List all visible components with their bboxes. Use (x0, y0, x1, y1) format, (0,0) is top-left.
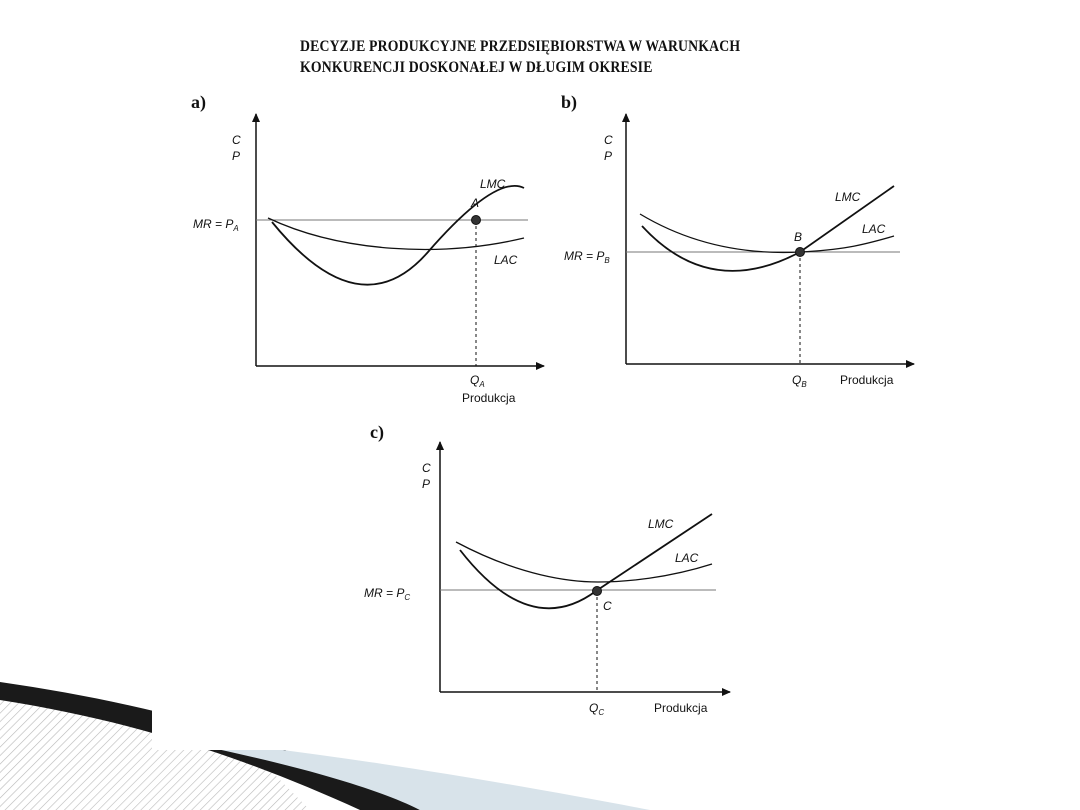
panel-c-lac-curve (456, 542, 712, 582)
panel-a-lac-label: LAC (494, 253, 518, 267)
panel-a (193, 114, 544, 405)
panel-b-lac-curve (640, 214, 894, 252)
panel-c-label: c) (370, 422, 384, 442)
panel-a-label: a) (191, 92, 206, 112)
panel-c-x-label: Produkcja (654, 701, 708, 715)
title-line-1: DECYZJE PRODUKCYJNE PRZEDSIĘBIORSTWA W WARUNKACH (300, 38, 741, 55)
panel-b-label: b) (561, 92, 578, 112)
panel-b-price-label: MR = $P_B$ (564, 249, 610, 265)
panel-c-lmc-label: LMC (648, 517, 674, 531)
panel-c-y-label-c: C (422, 461, 431, 475)
panel-b-y-label-c: C (604, 133, 613, 147)
panel-a-y-label-p: P (232, 149, 241, 163)
panel-b-x-label: Produkcja (840, 373, 894, 387)
panel-a-equilibrium-point (472, 216, 481, 225)
panel-b-q-label: $Q_B$ (792, 373, 807, 389)
panel-a-y-label-c: C (232, 133, 241, 147)
panel-a-price-label: MR = $P_A$ (193, 217, 239, 233)
panel-b (564, 114, 914, 389)
panel-c-point-label: C (603, 599, 612, 613)
panel-c-y-label-p: P (422, 477, 431, 491)
panel-a-lmc-curve (272, 186, 524, 285)
panel-c-equilibrium-point (593, 587, 602, 596)
panel-b-lmc-label: LMC (835, 190, 861, 204)
title-line-2: KONKURENCJI DOSKONAŁEJ W DŁUGIM OKRESIE (300, 59, 653, 76)
panel-c-lac-label: LAC (675, 551, 699, 565)
panel-c-price-label: MR = $P_C$ (364, 586, 411, 602)
panel-a-q-label: $Q_A$ (470, 373, 485, 389)
panel-b-y-label-p: P (604, 149, 613, 163)
panel-c (364, 442, 730, 717)
panel-a-lmc-label: LMC (480, 177, 506, 191)
panel-b-lac-label: LAC (862, 222, 886, 236)
panel-b-equilibrium-point (796, 248, 805, 257)
panel-b-point-label: B (794, 230, 803, 244)
panel-a-x-label: Produkcja (462, 391, 516, 405)
panel-c-q-label: $Q_C$ (589, 701, 605, 717)
panel-a-lac-curve (268, 218, 524, 249)
panel-a-point-label: A (471, 196, 480, 210)
